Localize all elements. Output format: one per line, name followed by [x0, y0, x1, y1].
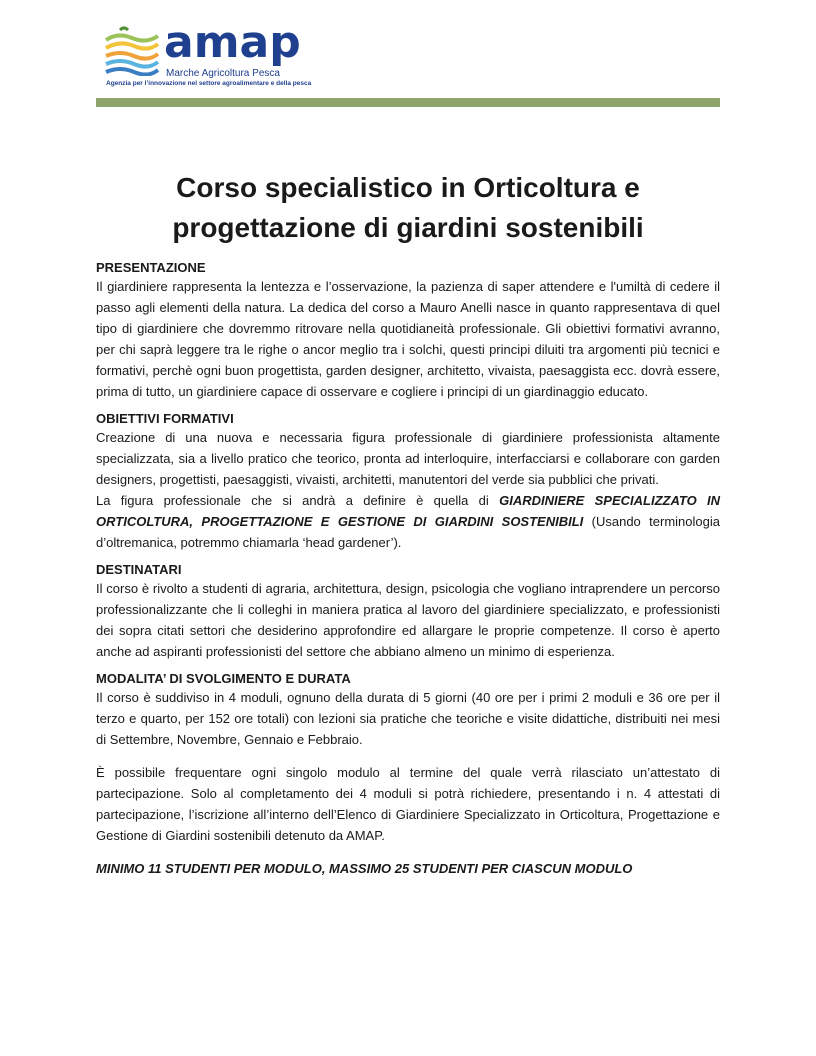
section-text: Il corso è suddiviso in 4 moduli, ognuno della durata di 5 giorni (40 ore per i primi 2 moduli e 36 ore per il terzo e quarto, per 152 ore totali) con lezioni sia pratiche che teoriche e visite didattiche, distribuiti nei mesi di Settembre, Novembre, Gennaio e Febbraio. [96, 690, 720, 747]
section-heading: OBIETTIVI FORMATIVI [96, 411, 234, 426]
logo-wordmark: amap [164, 17, 301, 68]
section-text: Il giardiniere rappresenta la lentezza e l’osservazione, la pazienza di saper attendere e l'umiltà di cedere il passo agli elementi della natura. La dedica del corso a Mauro Anelli nasce in quanto rappresentava di quel tipo di giardiniere che dovremmo ritrovare nella quotidianeità professionale. Gli obiettivi formativi avranno, per chi saprà leggere tra le righe o ancor meglio tra i solchi, questi principi diluiti tra argomenti più tecnici e formativi, perchè ogni buon progettista, garden designer, architetto, vivaista, paesaggista ecc. dovrà essere, prima di tutto, un giardiniere capace di osservare e cogliere i principi di un giardinaggio educato. [96, 279, 720, 399]
section-heading: MODALITA’ DI SVOLGIMENTO E DURATA [96, 671, 351, 686]
section-text: Il corso è rivolto a studenti di agraria, architettura, design, psicologia che vogliano intraprendere un percorso professionalizzante che li colleghi in maniera pratica al lavoro del giardiniere specializzato, e professionisti dei sopra citati settori che desiderino approfondire ed allargare le proprie competenze. Il corso è aperto anche ad aspiranti professionisti del settore che abbiano almeno un minimo di esperienza. [96, 581, 720, 659]
page-title: Corso specialistico in Orticoltura e progettazione di giardini sostenibili [172, 172, 644, 243]
enrollment-limits: MINIMO 11 STUDENTI PER MODULO, MASSIMO 25 STUDENTI PER CIASCUN MODULO [96, 861, 633, 876]
landscape-waves-logo-icon [104, 26, 160, 76]
section-text: È possibile frequentare ogni singolo modulo al termine del quale verrà rilasciato un’attestato di partecipazione. Solo al completamento dei 4 moduli si potrà richiedere, presentando i n. 4 attestati di partecipazione, l’iscrizione all’interno dell’Elenco di Giardiniere Specializzato in Orticoltura, Progettazione e Gestione di Giardini sostenibili detenuto da AMAP. [96, 765, 720, 843]
section-heading: DESTINATARI [96, 562, 182, 577]
section-modalita [96, 671, 720, 879]
document-body [96, 260, 720, 888]
section-text: Creazione di una nuova e necessaria figura professionale di giardiniere professionista altamente specializzata, sia a livello pratico che teorico, pronta ad interloquire, interfacciarsi e collaborare con garden designers, progettisti, paesaggisti, vivaisti, architetti, manutentori del verde sia pubblici che privati. [96, 430, 720, 487]
text-run: (Usando terminologia d’oltremanica, potremmo chiamarla ‘head gardener’). [96, 514, 720, 550]
section-text [96, 490, 720, 553]
section-heading: PRESENTAZIONE [96, 260, 206, 275]
logo-subtitle: Marche Agricoltura Pesca [166, 68, 280, 79]
section-destinatari [96, 562, 720, 662]
section-presentazione [96, 260, 720, 402]
text-run: La figura professionale che si andrà a definire è quella di [96, 493, 500, 508]
emphasis-text: GIARDINIERE SPECIALIZZATO IN ORTICOLTURA, PROGETTAZIONE E GESTIONE DI GIARDINI SOSTENIBILI [96, 493, 721, 529]
page-header [104, 17, 720, 92]
logo-tagline: Agenzia per l’innovazione nel settore agroalimentare e della pesca [106, 80, 312, 87]
header-divider [96, 98, 720, 107]
section-obiettivi [96, 411, 720, 553]
